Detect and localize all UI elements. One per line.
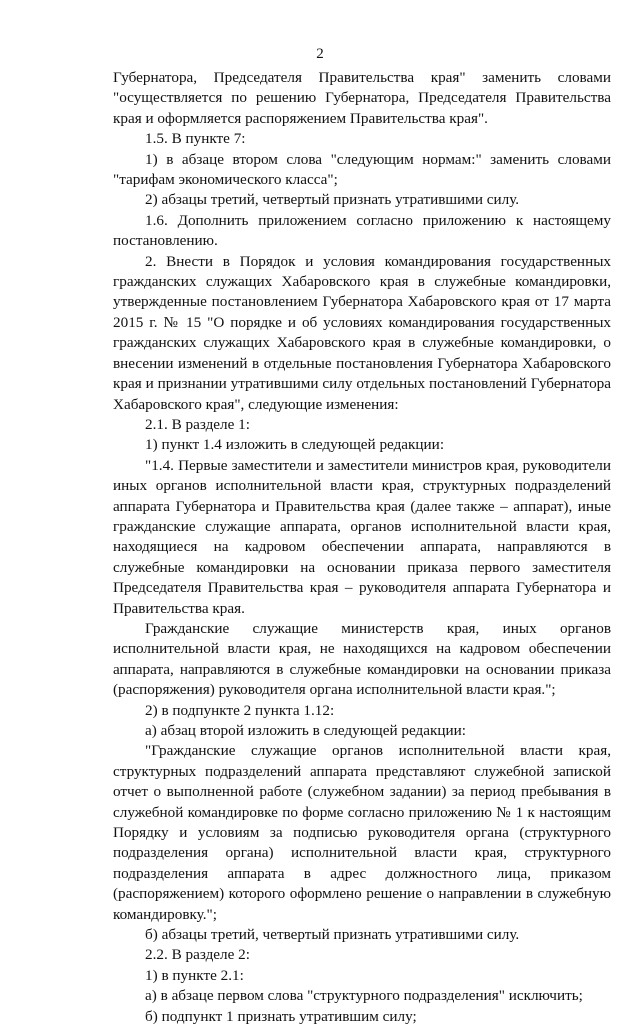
page-number: 2 xyxy=(316,46,324,62)
document-body xyxy=(113,68,611,1027)
paragraph: б) абзацы третий, четвертый признать утратившими силу. xyxy=(145,926,520,944)
paragraph: 2) абзацы третий, четвертый признать утратившими силу. xyxy=(145,191,520,209)
paragraph: 2.2. В разделе 2: xyxy=(145,946,250,964)
paragraph: Губернатора, Председателя Правительства края" заменить словами "осуществляется по решению Губернатора, Председателя Правительства края и оформляется распоряжением Правительства края". xyxy=(113,69,611,127)
paragraph: "Гражданские служащие органов исполнительной власти края, структурных подразделений аппарата представляют служебной запиской отчет о выполненной работе (служебном задании) за период пребывания в служебной командировке по форме согласно приложению № 1 к настоящим Порядку и условиям за подписью руководителя органа (структурного подразделения органа) исполнительной власти края, структурного подразделения аппарата в адрес должностного лица, приказом (распоряжением) которого оформлено решение о направлении в служебную командировку."; xyxy=(113,742,611,923)
paragraph: 1) в пункте 2.1: xyxy=(145,966,244,984)
paragraph: 1) в абзаце втором слова "следующим нормам:" заменить словами "тарифам экономического класса"; xyxy=(113,150,611,189)
paragraph: "1.4. Первые заместители и заместители министров края, руководители иных органов исполнительной власти края, структурных подразделений аппарата Губернатора и Правительства края (далее также – аппарат), иные гражданские служащие аппарата, органов исполнительной власти края, находящиеся на кадровом обеспечении аппарата, направляются в служебные командировки на основании приказа первого заместителя Председателя Правительства края – руководителя аппарата Губернатора и Правительства края. xyxy=(113,456,611,617)
paragraph: Гражданские служащие министерств края, иных органов исполнительной власти края, не находящихся на кадровом обеспечении аппарата, направляются в служебные командировки на основании приказа (распоряжения) руководителя органа исполнительной власти края."; xyxy=(113,619,611,699)
paragraph: 1.6. Дополнить приложением согласно приложению к настоящему постановлению. xyxy=(113,211,611,250)
paragraph: б) подпункт 1 признать утратившим силу; xyxy=(145,1007,417,1025)
paragraph: 2.1. В разделе 1: xyxy=(145,415,250,433)
paragraph: 1) пункт 1.4 изложить в следующей редакции: xyxy=(145,436,445,454)
paragraph: 2) в подпункте 2 пункта 1.12: xyxy=(145,701,335,719)
paragraph: 1.5. В пункте 7: xyxy=(145,130,246,148)
paragraph: 2. Внести в Порядок и условия командирования государственных гражданских служащих Хабаровского края в служебные командировки, утвержденные постановлением Губернатора Хабаровского края от 17 марта 2015 г. № 15 "О порядке и об условиях командирования государственных гражданских служащих Хабаровского края в служебные командировки, о внесении изменений в отдельные постановления Губернатора Хабаровского края и признании утратившими силу отдельных постановлений Губернатора Хабаровского края", следующие изменения: xyxy=(113,252,611,413)
paragraph: а) абзац второй изложить в следующей редакции: xyxy=(145,722,467,739)
paragraph: а) в абзаце первом слова "структурного подразделения" исключить; xyxy=(145,987,583,1005)
